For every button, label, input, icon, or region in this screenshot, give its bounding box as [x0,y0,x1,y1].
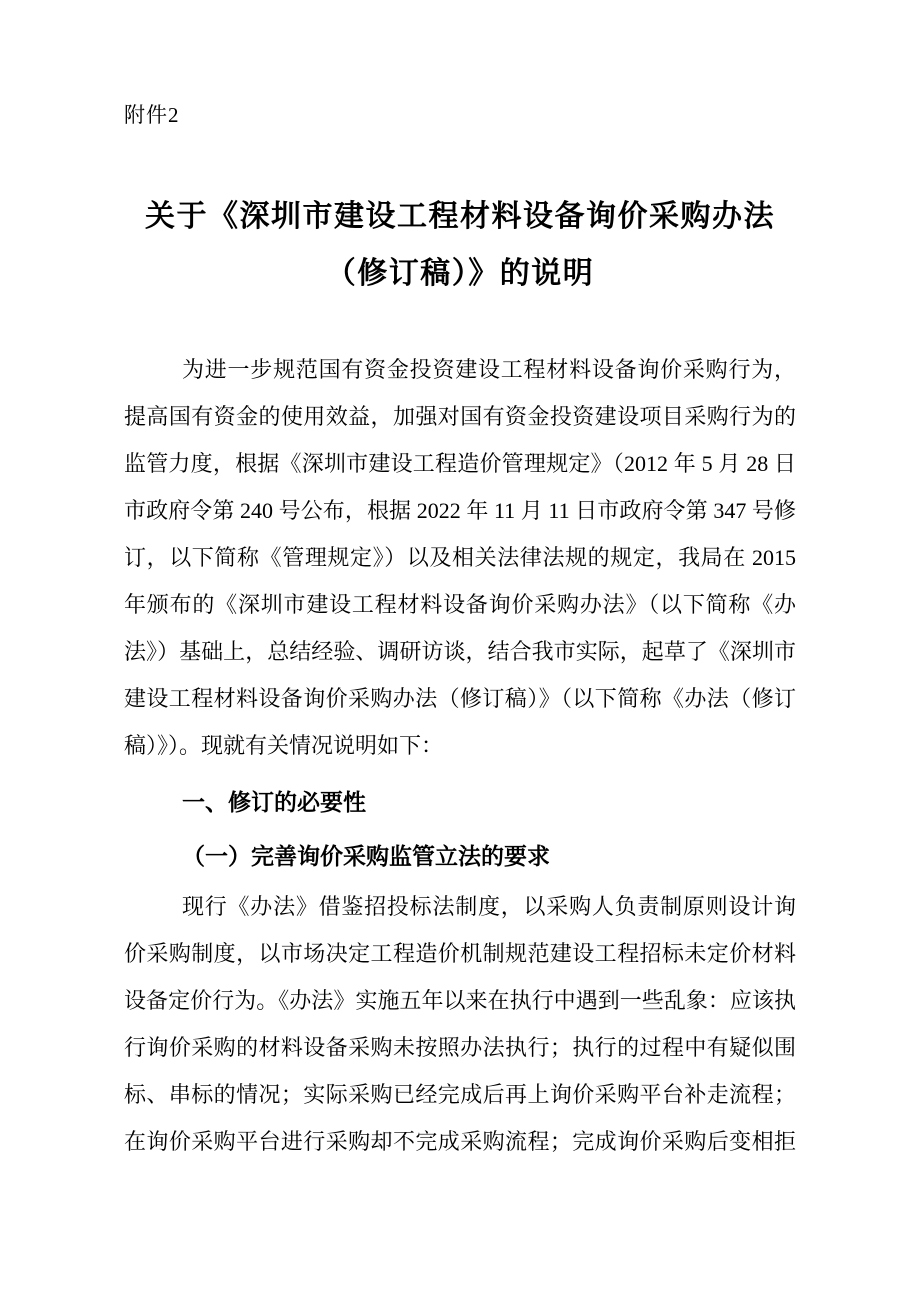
document-title: 关于《深圳市建设工程材料设备询价采购办法（修订稿）》的说明 [145,200,775,290]
attachment-label: 附件2 [124,103,180,127]
section-heading-revision-necessity: 一、修订的必要性 [182,789,366,815]
intro-paragraph: 为进一步规范国有资金投资建设工程材料设备询价采购行为，提高国有资金的使用效益，加强对国有资金投资建设项目采购行为的监管力度，根据《深圳市建设工程造价管理规定》（2012 年 5 月 28 日市政府令第 240 号公布，根据 2022 年 11 月 11 日市政府令第 347 号修订，以下简称《管理规定》）以及相关法律法规的规定，我局在 2015 年颁布的《深圳市建设工程材料设备询价采购办法》（以下简称《办法》）基础上，总结经验、调研访谈，结合我市实际，起草了《深圳市建设工程材料设备询价采购办法（修订稿）》（以下简称《办法（修订稿）》）。现就有关情况说明如下： [124,357,796,758]
body-paragraph: 现行《办法》借鉴招投标法制度，以采购人负责制原则设计询价采购制度，以市场决定工程造价机制规范建设工程招标未定价材料设备定价行为。《办法》实施五年以来在执行中遇到一些乱象：应该执行询价采购的材料设备采购未按照办法执行；执行的过程中有疑似围标、串标的情况；实际采购已经完成后再上询价采购平台补走流程；在询价采购平台进行采购却不完成采购流程；完成询价采购后变相拒 [124,894,796,1154]
subsection-heading-legislation-requirement: （一）完善询价采购监管立法的要求 [182,843,550,869]
